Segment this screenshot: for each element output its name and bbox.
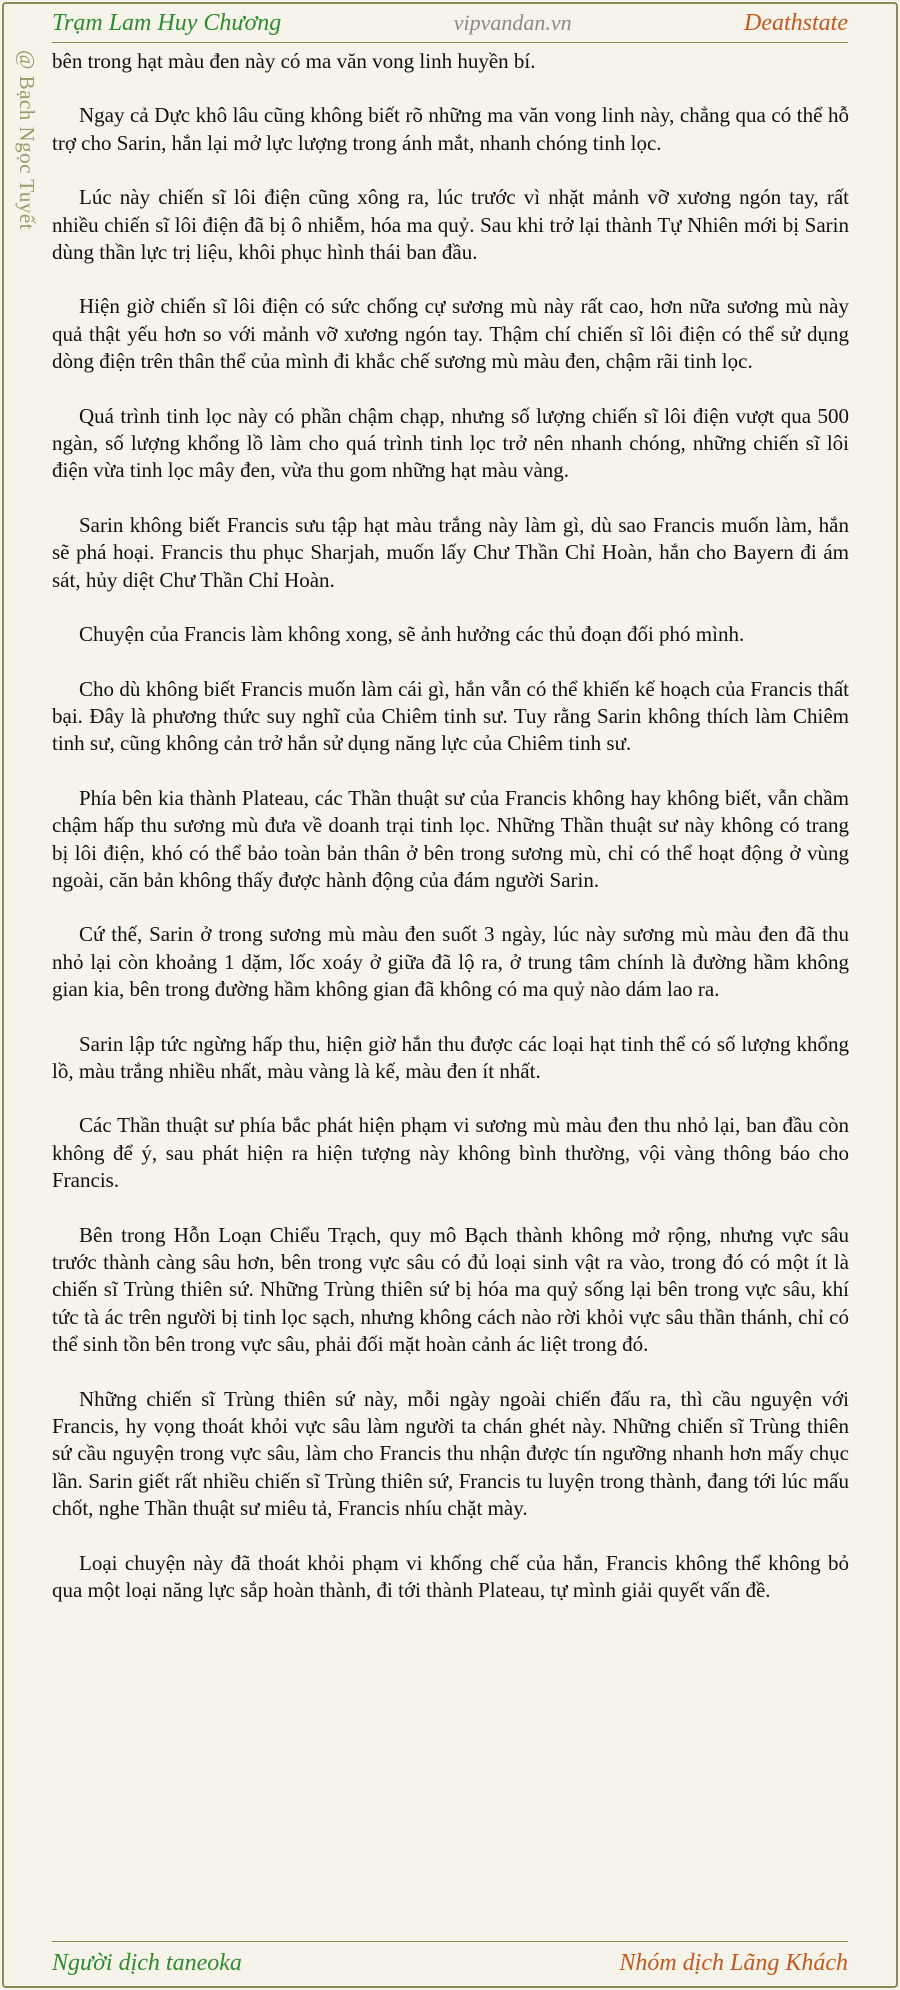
header-rule [52,42,848,43]
paragraph: Các Thần thuật sư phía bắc phát hiện phạm vi sương mù màu đen thu nhỏ lại, ban đầu còn không để ý, sau phát hiện ra hiện tượng này không bình thường, vội vàng thông báo cho Francis. [52,1113,849,1193]
paragraph: Những chiến sĩ Trùng thiên sứ này, mỗi ngày ngoài chiến đấu ra, thì cầu nguyện với Francis, hy vọng thoát khỏi vực sâu làm người ta chán ghét này. Những chiến sĩ Trùng thiên sứ cầu nguyện trong vực sâu, làm cho Francis thu nhận được tín ngưỡng nhanh hơn mấy chục lần. Sarin giết rất nhiều chiến sĩ Trùng thiên sứ, Francis tu luyện trong thành, đang tới lúc mấu chốt, nghe Thần thuật sư miêu tả, Francis nhíu chặt mày. [52,1386,849,1521]
header-right-title: Deathstate [744,9,848,36]
footer-rule [52,1941,848,1942]
footer-group: Nhóm dịch Lãng Khách [619,1949,848,1976]
paragraph: Sarin không biết Francis sưu tập hạt màu trắng này làm gì, dù sao Francis muốn làm, hắn sẽ phá hoại. Francis thu phục Sharjah, muốn lấy Chư Thần Chỉ Hoàn, hắn cho Bayern đi ám sát, hủy diệt Chư Thần Chỉ Hoàn. [52,512,849,592]
paragraph: Chuyện của Francis làm không xong, sẽ ảnh hưởng các thủ đoạn đối phó mình. [79,622,745,647]
paragraph: Phía bên kia thành Plateau, các Thần thuật sư của Francis không hay không biết, vẫn chầm chậm hấp thu sương mù đưa về doanh trại tinh lọc. Những Thần thuật sư này không có trang bị lôi điện, khó có thể bảo toàn bản thân ở bên trong sương mù, chỉ có thể hoạt động ở vùng ngoài, căn bản không thấy được hành động của đám người Sarin. [52,785,849,892]
paragraph: Bên trong Hỗn Loạn Chiểu Trạch, quy mô Bạch thành không mở rộng, nhưng vực sâu trước thành càng sâu hơn, bên trong vực sâu có đủ loại sinh vật ra vào, trong đó có một ít là chiến sĩ Trùng thiên sứ. Những Trùng thiên sứ bị hóa ma quỷ sống lại bên trong vực sâu, khí tức tà ác trên người bị tinh lọc sạch, nhưng không cách nào rời khỏi vực sâu thần thánh, chỉ có thể sinh tồn bên trong vực sâu, phải đối mặt hoàn cảnh ác liệt trong đó. [52,1222,849,1357]
paragraph: Hiện giờ chiến sĩ lôi điện có sức chống cự sương mù này rất cao, hơn nữa sương mù này quả thật yếu hơn so với mảnh vỡ xương ngón tay. Thậm chí chiến sĩ lôi điện có thể sử dụng dòng điện trên thân thể của mình đi khắc chế sương mù màu đen, chậm rãi tinh lọc. [52,294,849,374]
paragraph: Cho dù không biết Francis muốn làm cái gì, hắn vẫn có thể khiến kế hoạch của Francis thất bại. Đây là phương thức suy nghĩ của Chiêm tinh sư. Tuy rằng Sarin không thích làm Chiêm tinh sư, cũng không cản trở hắn sử dụng năng lực của Chiêm tinh sư. [52,676,849,756]
paragraph: Loại chuyện này đã thoát khỏi phạm vi khống chế của hắn, Francis không thể không bỏ qua một loại năng lực sắp hoàn thành, đi tới thành Plateau, tự mình giải quyết vấn đề. [52,1550,849,1603]
paragraph: Cứ thế, Sarin ở trong sương mù màu đen suốt 3 ngày, lúc này sương mù màu đen đã thu nhỏ lại còn khoảng 1 dặm, lốc xoáy ở giữa đã lộ ra, ở trung tâm chính là đường hầm không gian kia, bên trong đường hầm không gian đã không có ma quỷ nào dám lao ra. [52,922,849,1002]
paragraph: Lúc này chiến sĩ lôi điện cũng xông ra, lúc trước vì nhặt mảnh vỡ xương ngón tay, rất nhiều chiến sĩ lôi điện đã bị ô nhiễm, hóa ma quỷ. Sau khi trở lại thành Tự Nhiên mới bị Sarin dùng thần lực trị liệu, khôi phục hình thái ban đầu. [52,185,849,265]
page-header [52,8,848,38]
header-site-url: vipvandan.vn [453,10,572,35]
paragraph: Quá trình tinh lọc này có phần chậm chạp, nhưng số lượng chiến sĩ lôi điện vượt qua 500 ngàn, số lượng khổng lồ làm cho quá trình tinh lọc trở nên nhanh chóng, những chiến sĩ lôi điện vừa tinh lọc mây đen, vừa thu gom những hạt màu vàng. [52,403,849,483]
paragraph: bên trong hạt màu đen này có ma văn vong linh huyền bí. [52,49,536,73]
paragraph: Sarin lập tức ngừng hấp thu, hiện giờ hắn thu được các loại hạt tinh thể có số lượng khổng lồ, màu trắng nhiều nhất, màu vàng là kế, màu đen ít nhất. [52,1031,849,1083]
chapter-text [52,48,849,1631]
footer-translator: Người dịch taneoka [52,1949,242,1976]
page-footer [52,1948,848,1978]
side-credit: @ Bạch Ngọc Tuyết [15,50,39,231]
header-left-title: Trạm Lam Huy Chương [52,9,282,36]
paragraph: Ngay cả Dực khô lâu cũng không biết rõ những ma văn vong linh này, chẳng qua có thể hỗ trợ cho Sarin, hắn lại mở lực lượng trong ánh mắt, nhanh chóng tinh lọc. [52,103,849,155]
